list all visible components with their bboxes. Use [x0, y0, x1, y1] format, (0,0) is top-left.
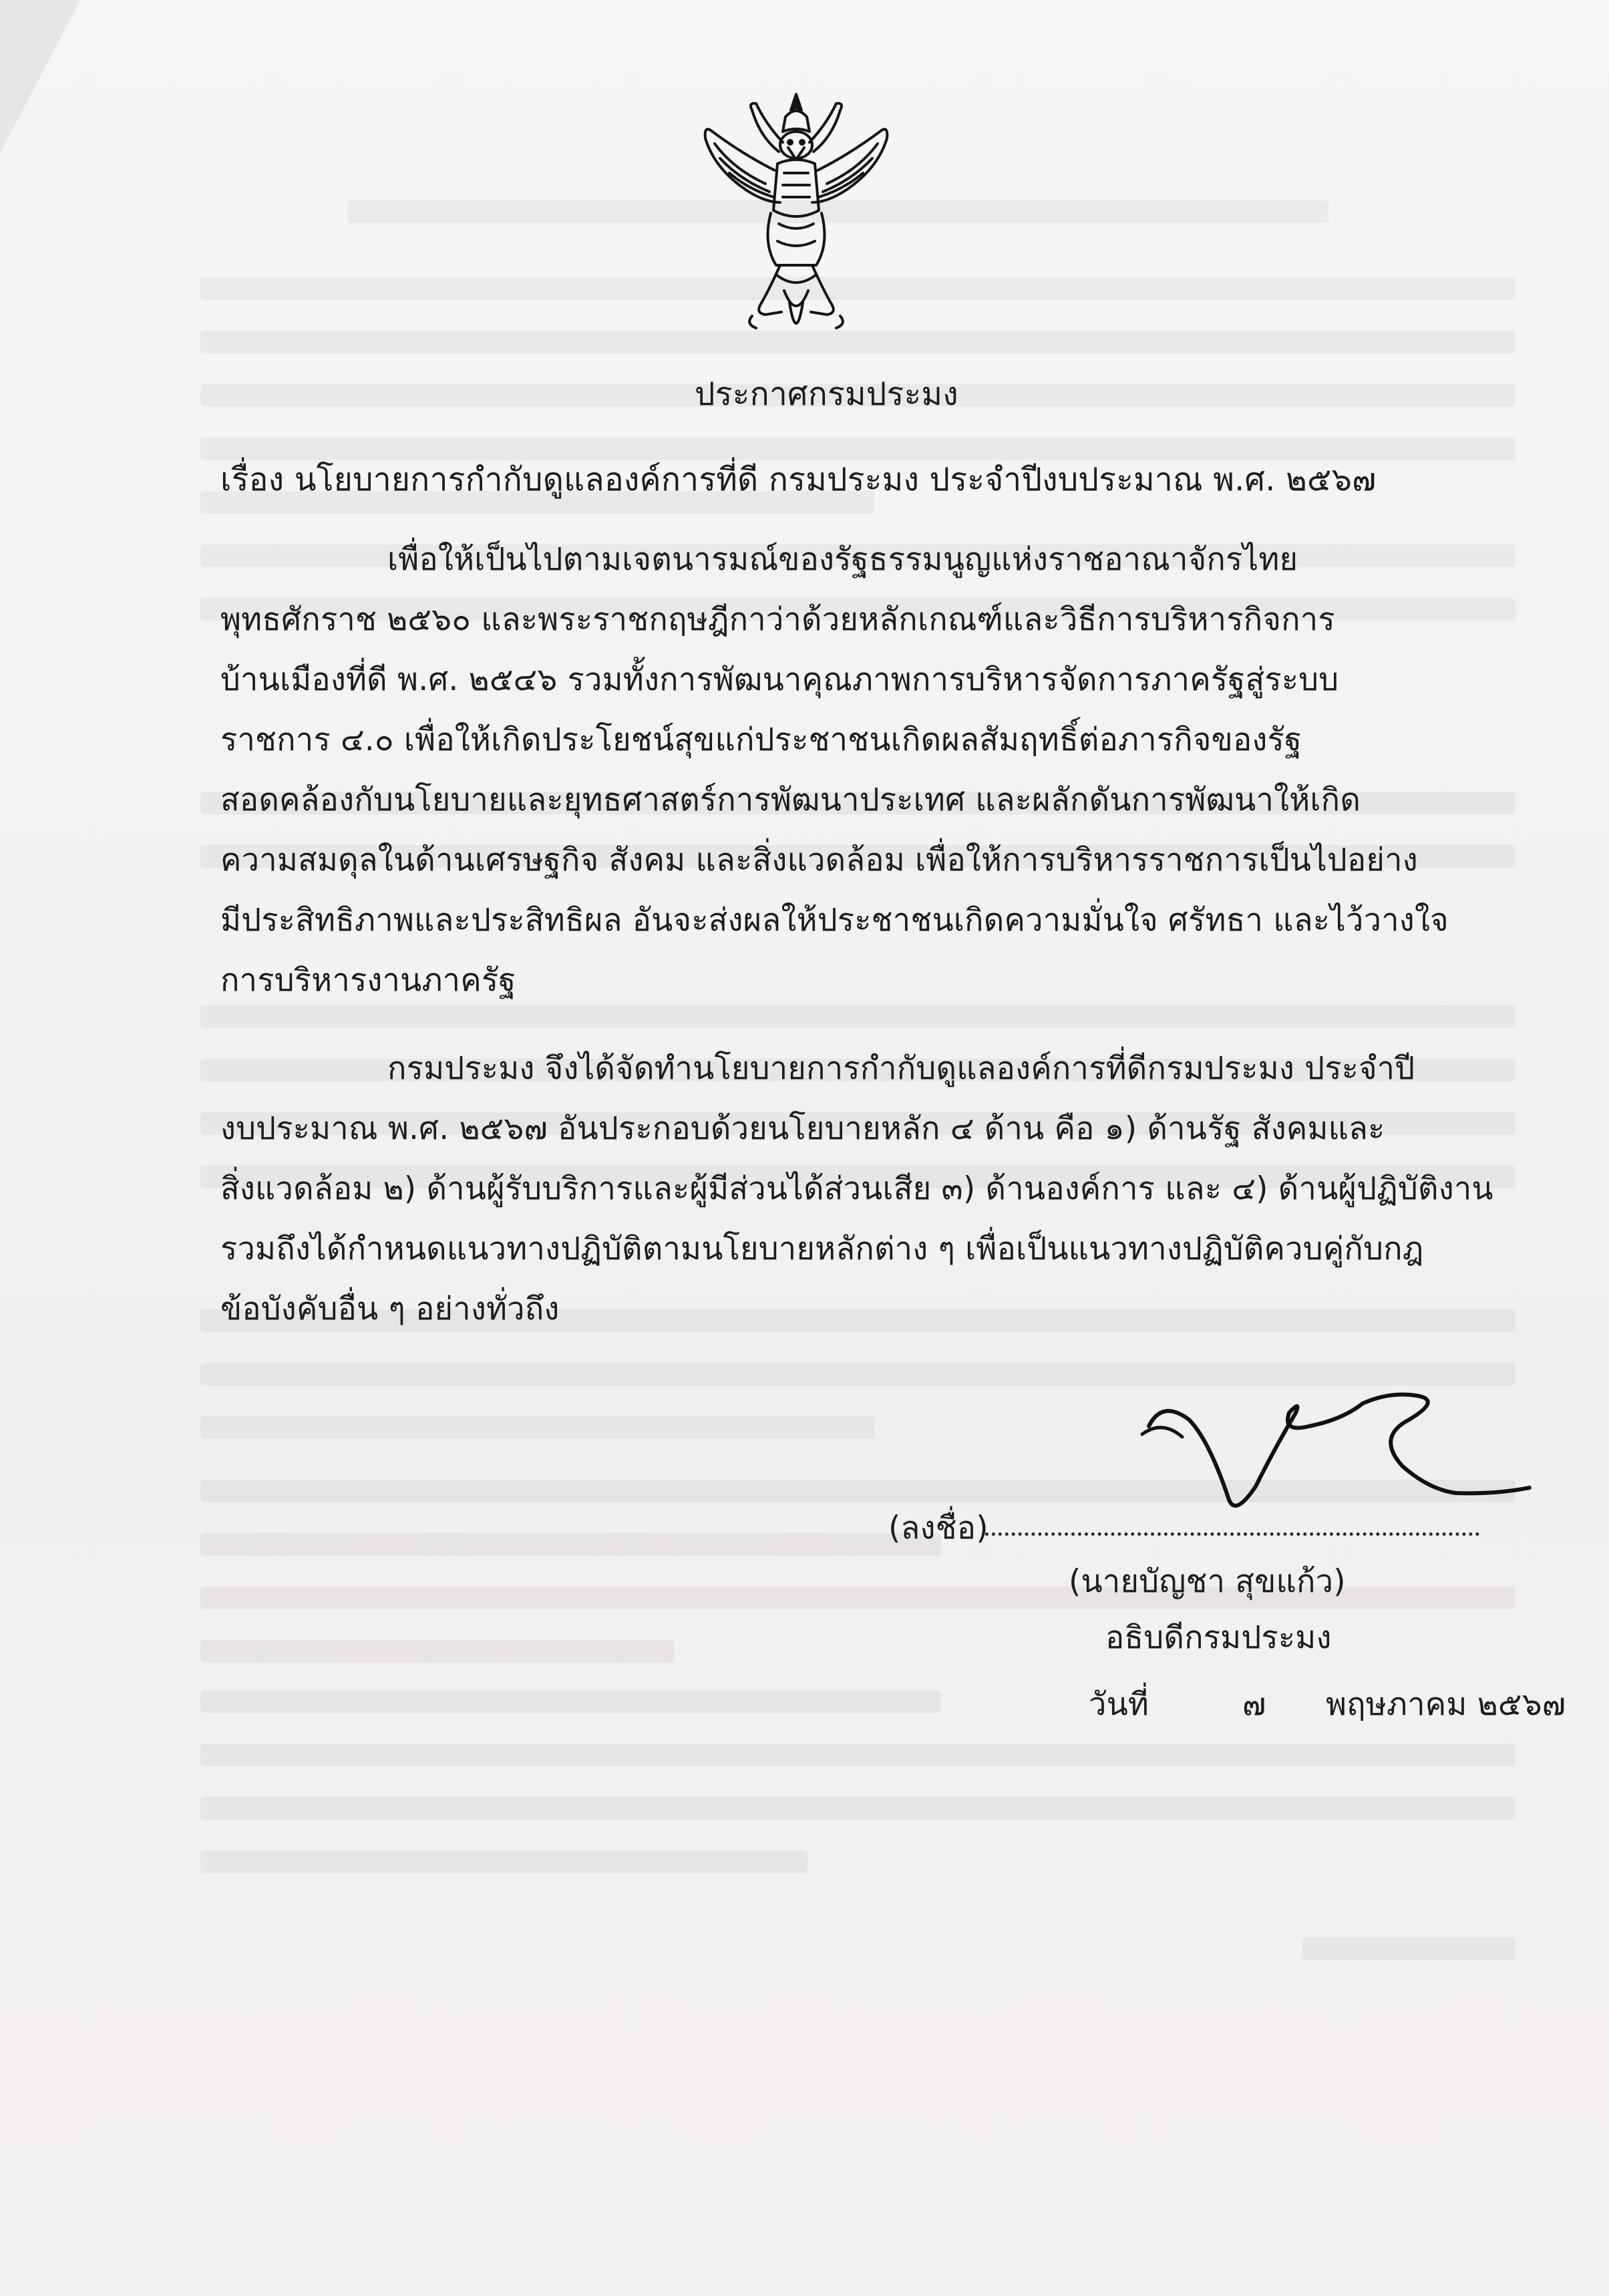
show-through-band: [200, 1640, 674, 1663]
body-line: ความสมดุลในด้านเศรษฐกิจ สังคม และสิ่งแวดล้อม เพื่อให้การบริหารราชการเป็นไปอย่าง: [220, 842, 1418, 878]
show-through-band: [200, 1744, 1515, 1766]
handwritten-signature-icon: [1122, 1373, 1536, 1533]
show-through-band: [200, 1850, 808, 1873]
folded-corner: [0, 0, 80, 154]
show-through-band: [200, 1690, 941, 1713]
show-through-band: [200, 1533, 941, 1556]
announcement-title: ประกาศกรมประมง: [695, 375, 958, 413]
show-through-band: [200, 1416, 874, 1439]
announcement-subject: เรื่อง นโยบายการกำกับดูแลองค์การที่ดี กรมประมง ประจำปีงบประมาณ พ.ศ. ๒๕๖๗: [220, 461, 1377, 498]
body-line: สิ่งแวดล้อม ๒) ด้านผู้รับบริการและผู้มีส่วนได้ส่วนเสีย ๓) ด้านองค์การ และ ๔) ด้านผู้ปฏิบัติงาน: [220, 1170, 1493, 1207]
signer-name: (นายบัญชา สุขแก้ว): [1069, 1563, 1346, 1600]
show-through-band: [200, 1797, 1515, 1820]
body-line: ข้อบังคับอื่น ๆ อย่างทั่วถึง: [220, 1291, 560, 1327]
body-line: เพื่อให้เป็นไปตามเจตนารมณ์ของรัฐธรรมนูญแห่งราชอาณาจักรไทย: [387, 541, 1298, 578]
body-line: ราชการ ๔.๐ เพื่อให้เกิดประโยชน์สุขแก่ประชาชนเกิดผลสัมฤทธิ์ต่อภารกิจของรัฐ: [220, 721, 1302, 758]
date-label: วันที่: [1089, 1686, 1149, 1723]
body-line: รวมถึงได้กำหนดแนวทางปฏิบัติตามนโยบายหลักต่าง ๆ เพื่อเป็นแนวทางปฏิบัติควบคู่กับกฎ: [220, 1231, 1424, 1267]
body-line: พุทธศักราช ๒๕๖๐ และพระราชกฤษฎีกาว่าด้วยหลักเกณฑ์และวิธีการบริหารกิจการ: [220, 601, 1335, 638]
body-line: งบประมาณ พ.ศ. ๒๕๖๗ อันประกอบด้วยนโยบายหลัก ๔ ด้าน คือ ๑) ด้านรัฐ สังคมและ: [220, 1110, 1385, 1147]
show-through-band: [200, 1005, 1515, 1028]
date-month-year: พฤษภาคม ๒๕๖๗: [1326, 1686, 1566, 1723]
garuda-emblem-icon: [696, 90, 896, 351]
body-line: สอดคล้องกับนโยบายและยุทธศาสตร์การพัฒนาประเทศ และผลักดันการพัฒนาให้เกิด: [220, 782, 1361, 818]
date-day: ๗: [1242, 1686, 1266, 1723]
body-line: มีประสิทธิภาพและประสิทธิผล อันจะส่งผลให้ประชาชนเกิดความมั่นใจ ศรัทธา และไว้วางใจ: [220, 902, 1449, 939]
show-through-band: [1302, 1937, 1515, 1960]
signer-position: อธิบดีกรมประมง: [1105, 1619, 1332, 1656]
body-line: การบริหารงานภาครัฐ: [220, 962, 516, 999]
show-through-band: [200, 438, 1515, 460]
signature-label: (ลงชื่อ): [888, 1510, 989, 1546]
body-line: กรมประมง จึงได้จัดทำนโยบายการกำกับดูแลองค์การที่ดีกรมประมง ประจำปี: [387, 1050, 1415, 1087]
signature-line: [985, 1532, 1479, 1536]
body-line: บ้านเมืองที่ดี พ.ศ. ๒๕๔๖ รวมทั้งการพัฒนาคุณภาพการบริหารจัดการภาครัฐสู่ระบบ: [220, 661, 1339, 698]
